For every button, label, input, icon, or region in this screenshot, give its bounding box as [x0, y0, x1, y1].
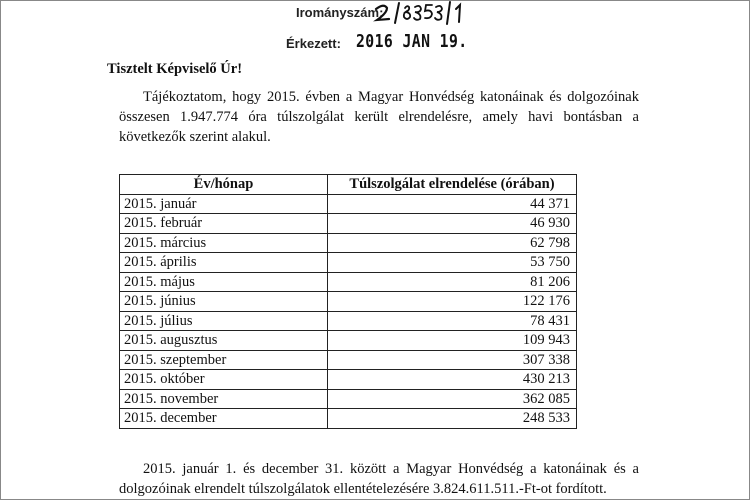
table-row — [120, 331, 577, 351]
hours-cell: 81 206 — [328, 272, 577, 292]
reference-label: Irományszám: — [296, 5, 384, 20]
table-row — [120, 370, 577, 390]
month-cell: 2015. január — [120, 194, 328, 214]
table-row — [120, 389, 577, 409]
hours-cell: 46 930 — [328, 214, 577, 234]
table-row — [120, 292, 577, 312]
month-cell: 2015. március — [120, 233, 328, 253]
hours-cell: 307 338 — [328, 350, 577, 370]
month-cell: 2015. december — [120, 409, 328, 429]
month-cell: 2015. október — [120, 370, 328, 390]
overtime-table — [119, 174, 577, 429]
hours-cell: 122 176 — [328, 292, 577, 312]
month-cell: 2015. május — [120, 272, 328, 292]
month-cell: 2015. február — [120, 214, 328, 234]
table-row — [120, 194, 577, 214]
reference-number-handwriting — [370, 0, 480, 26]
hours-cell: 62 798 — [328, 233, 577, 253]
month-cell: 2015. szeptember — [120, 350, 328, 370]
month-cell: 2015. június — [120, 292, 328, 312]
hours-cell: 430 213 — [328, 370, 577, 390]
received-label: Érkezett: — [286, 36, 341, 51]
table-row — [120, 409, 577, 429]
hours-cell: 109 943 — [328, 331, 577, 351]
received-date-stamp: 2016 JAN 19. — [356, 31, 468, 52]
month-cell: 2015. április — [120, 253, 328, 273]
column-header-month: Év/hónap — [120, 175, 328, 195]
table-row — [120, 253, 577, 273]
intro-paragraph: Tájékoztatom, hogy 2015. évben a Magyar Honvédség katonáinak és dolgozóinak összesen 1.947.774 óra túlszolgálat került elrendelésre, amely havi bontásban a következők szerint alakul. — [119, 89, 639, 145]
closing-paragraph: 2015. január 1. és december 31. között a Magyar Honvédség a katonáinak és a dolgozóinak elrendelt túlszolgálatok ellentételezésére 3.824.611.511.-Ft-ot fordított. — [119, 461, 639, 497]
greeting: Tisztelt Képviselő Úr! — [107, 61, 243, 77]
hours-cell: 78 431 — [328, 311, 577, 331]
month-cell: 2015. augusztus — [120, 331, 328, 351]
table-row — [120, 272, 577, 292]
hours-cell: 362 085 — [328, 389, 577, 409]
table-row — [120, 350, 577, 370]
hours-cell: 248 533 — [328, 409, 577, 429]
column-header-hours: Túlszolgálat elrendelése (órában) — [328, 175, 577, 195]
month-cell: 2015. november — [120, 389, 328, 409]
table-header-row — [120, 175, 577, 195]
table-row — [120, 214, 577, 234]
month-cell: 2015. július — [120, 311, 328, 331]
table-row — [120, 233, 577, 253]
table-row — [120, 311, 577, 331]
hours-cell: 53 750 — [328, 253, 577, 273]
hours-cell: 44 371 — [328, 194, 577, 214]
